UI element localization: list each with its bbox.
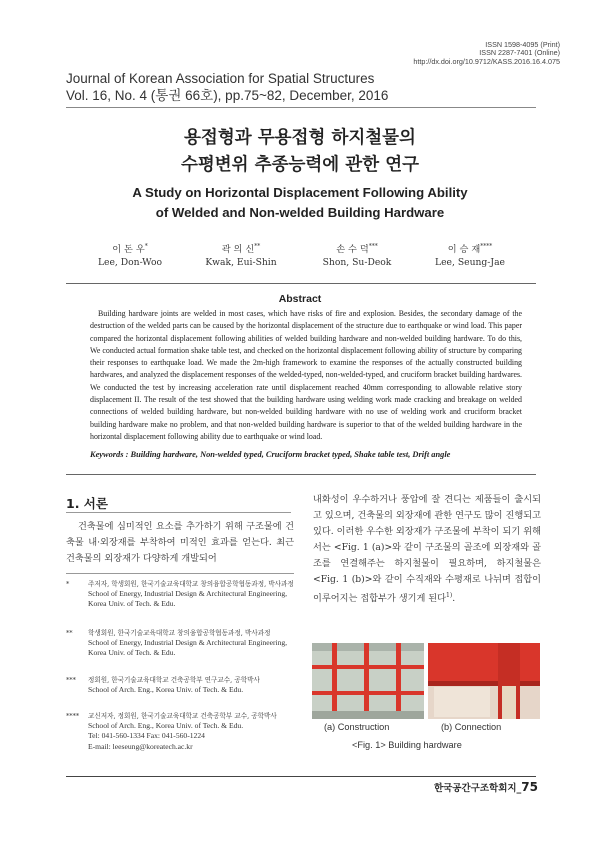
citation-ref[interactable]: 1) [446,592,453,599]
footnote-divider [66,573,294,574]
english-title-line1: A Study on Horizontal Displacement Following Ability [132,185,468,200]
doi-link[interactable]: http://dx.doi.org/10.9712/KASS.2016.16.4.075 [413,56,560,66]
figure-caption-b: (b) Connection [441,722,502,732]
footnote-2 [66,628,294,659]
footer-divider [66,776,536,777]
author-mark: ** [254,243,261,250]
keywords-text: Building hardware, Non-welded typed, Cruciform bracket typed, Shake table test, Drift angle [130,450,451,459]
connection-detail-drawing [428,643,540,719]
author-name-ko: 곽 의 신 [221,244,255,256]
author-mark: *** [368,243,378,250]
footnote-mark: **** [66,712,80,720]
author-name-en: Lee, Don-Woo [97,257,163,269]
issn-online: ISSN 2287-7401 (Online) [479,48,560,58]
abstract-bottom-divider [66,474,536,475]
footnote-affiliation-en: School of Arch. Eng., Korea Univ. of Tech. & Edu. [88,685,244,695]
figure-caption: <Fig. 1> Building hardware [352,740,462,750]
footnote-1 [66,579,294,610]
intro-right-text: 내화성이 우수하거나 풍압에 잘 견디는 제품들이 출시되고 있으며, 건축물의 외장재에 관한 연구도 많이 진행되고 있다. 이러한 우수한 외장재가 구조물에 부착이 되기 위해서는 <Fig. 1 (a)>와 같이 구조물의 골조에 외장재와 골조를 연결해주는 하지철물이 필요하며, 하지철물은 <Fig. 1 (b)>와 같이 수직재와 수평재로 나뉘며 접합이 이루어지는 접합부가 생기게 된다 [313,494,541,605]
footnote-affiliation-ko: 정회원, 한국기술교육대학교 건축공학부 연구교수, 공학박사 [88,676,260,684]
korean-title [0,125,600,179]
korean-title-line2: 수평변위 추종능력에 관한 연구 [180,155,420,175]
issn-print: ISSN 1598-4095 (Print) [485,40,560,49]
footnote-mark: *** [66,676,76,684]
author-name-en: Shon, Su-Deok [322,257,392,269]
contact-phone: Tel: 041-560-1334 Fax: 041-560-1224 [88,731,205,741]
keywords [90,450,530,459]
issn-block [413,41,560,66]
figure-caption-a: (a) Construction [324,722,390,732]
journal-header [66,70,388,104]
author-name-en: Lee, Seung-Jae [435,257,505,269]
footnote-affiliation-en: School of Arch. Eng., Korea Univ. of Tech. & Edu. [88,721,244,731]
section-heading-underline [66,512,291,513]
footnote-affiliation-ko: 교신저자, 정회원, 한국기술교육대학교 건축공학부 교수, 공학박사 [88,712,277,720]
journal-volume: Vol. 16, No. 4 (통권 66호), pp.75~82, December, 2016 [66,88,389,103]
footnote-affiliation-ko: 주저자, 학생회원, 한국기술교육대학교 창의융합공학협동과정, 박사과정 [88,580,294,588]
korean-title-line1: 용접형과 무용접형 하지철물의 [184,128,416,148]
author-name-ko: 이 승 재 [447,244,481,256]
author-name-ko: 이 돈 우 [112,244,145,256]
english-title-line2: of Welded and Non-welded Building Hardware [155,205,445,220]
intro-right-column [313,492,541,607]
footnote-affiliation-en: School of Energy, Industrial Design & Architectural Engineering, Korea Univ. of Tech. & Edu. [88,589,288,609]
abstract-body: Building hardware joints are welded in most cases, which have risks of fire and explosion. Besides, the secondary damage of the destruction of the welded parts can be caused by the horizontal displacement of the structure due to earthquake or wind load. This paper compared the horizontal displacement following abilities of welded building hardware and non-welded building hardware. To do this, We conducted actual formation shake table test, and checked on the horizontal displacement following ability of structure by comparing their responses to earthquake load. We made the 2m-high framework to examine the responses of the actually constructed building hardwares, and analyzed the displacement responses of the welded-typed, non-welded-typed, and cruciform bracket building hardwares. We conducted the test by increasing acceleration rate until displacement reached 40mm corresponding to allowable relative story displacement II. The result of the test showed that the building hardware using welding work made cracking and breakage on welded connections of welded building hardware, but non-welded building hardware with no use of welding work and cruciform bracket building hardware make no problem, and that non-welded building hardware is superior to that of the welded building hardware in the horizontal displacement following ability due to earthquake or wind load. [90,309,522,441]
footnote-mark: ** [66,629,73,637]
footnote-4 [66,711,294,752]
header-divider [66,107,536,108]
author-3 [297,240,417,269]
section-heading-text: 1. 서론 [66,496,108,511]
keywords-label: Keywords : [90,450,129,459]
footer-journal: 한국공간구조학회지 [433,783,517,794]
section-heading [66,494,108,512]
author-4 [410,240,530,269]
figure-construction-photo [312,643,424,719]
footer-separator: _ [516,783,522,794]
author-mark: **** [480,243,493,250]
author-name-en: Kwak, Eui-Shin [205,257,277,269]
page-footer [434,780,538,794]
journal-name: Journal of Korean Association for Spatial Structures [66,71,375,86]
abstract-top-divider [66,283,536,284]
author-mark: * [144,243,148,250]
abstract-heading: Abstract [278,293,322,305]
footnote-affiliation-ko: 학생회원, 한국기술교육대학교 창의융합공학협동과정, 박사과정 [88,629,271,637]
footnote-affiliation-en: School of Energy, Industrial Design & Architectural Engineering, Korea Univ. of Tech. & Edu. [88,638,288,658]
author-1 [70,240,190,269]
footnote-mark: * [66,580,70,588]
contact-email[interactable]: E-mail: leeseung@koreatech.ac.kr [88,741,193,751]
figure-connection-photo [428,643,540,719]
page-number: 75 [521,780,538,794]
construction-frame-drawing [312,643,424,719]
intro-left-column: 건축물에 심미적인 요소를 추가하기 위해 구조물에 건축물 내·외장재를 부착하여 미적인 효과를 얻는다. 최근 건축물의 외장재가 다양하게 개발되어 [66,521,294,564]
intro-right-end: . [452,593,456,605]
author-2 [181,240,301,269]
author-name-ko: 손 수 덕 [336,244,369,256]
footnote-3 [66,675,294,695]
english-title [0,183,600,223]
